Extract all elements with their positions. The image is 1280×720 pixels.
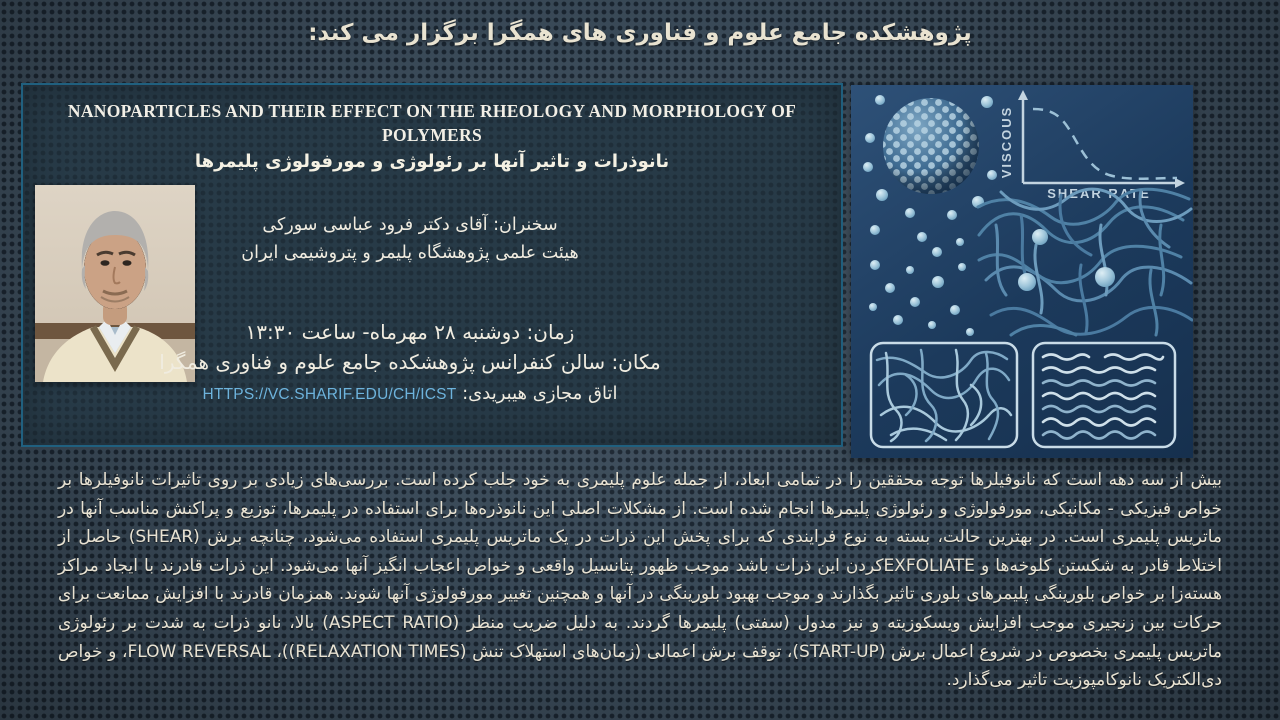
english-title-line2: POLYMERS xyxy=(382,125,482,145)
persian-title: نانوذرات و تاثیر آنها بر رئولوژی و مورفولوژی پلیمرها xyxy=(194,151,670,172)
x-axis-arrow-icon xyxy=(1175,178,1185,188)
viscous-axis-label: VISCOUS xyxy=(999,105,1014,179)
page-title: پژوهشکده جامع علوم و فناوری های همگرا برگزار می کند: xyxy=(308,20,972,46)
speaker-affiliation: هیئت علمی پژوهشگاه پلیمر و پتروشیمی ایران xyxy=(241,243,579,263)
aligned-chains-box xyxy=(1033,343,1175,447)
shear-rate-axis-label: SHEAR RATE xyxy=(1047,186,1151,201)
shear-thinning-curve xyxy=(1033,109,1177,179)
english-title-line1: NANOPARTICLES AND THEIR EFFECT ON THE RHEOLOGY AND MORPHOLOGY OF xyxy=(67,101,797,121)
schedule-block xyxy=(23,317,797,410)
entangled-network-box xyxy=(871,343,1017,447)
y-axis-arrow-icon xyxy=(1018,90,1028,100)
illustration-panel xyxy=(851,85,1193,458)
location-line: مکان: سالن کنفرانس پژوهشکده جامع علوم و فناوری همگرا xyxy=(159,350,661,374)
speaker-block xyxy=(23,211,797,267)
embedded-nanoparticle-icon xyxy=(1095,267,1115,287)
nanoparticle-sphere-icon xyxy=(879,94,979,194)
seminar-titles xyxy=(33,99,831,172)
hybrid-room-url[interactable]: HTTPS://VC.SHARIF.EDU/CH/ICST xyxy=(202,386,457,403)
polymer-network-icon xyxy=(978,189,1192,335)
speaker-name: سخنران: آقای دکتر فرود عباسی سورکی xyxy=(262,215,558,235)
seminar-info-panel xyxy=(21,83,843,447)
abstract-paragraph: بیش از سه دهه است که نانوفیلرها توجه محققین را در تمامی ابعاد، از جمله علوم پلیمری به خود جلب کرده است. بررسی‌های زیادی بر روی تاثیرات نانوفیلرها بر خواص فیزیکی - مکانیکی، مورفولوژی و رئولوژی پلیمرها انجام شده است. از مشکلات اصلی این نانوذره‌ها برای استفاده در پلیمرها، توزیع و پراکنش مناسب آنها در ماتریس پلیمری است. در بهترین حالت، بسته به نوع فرایندی که برای پخش این ذرات در یک ماتریس پلیمری استفاده می‌شود، چنانچه برش (SHEAR) حاصل از اختلاط قادر به شکستن کلوخه‌ها و EXFOLIATEکردن این ذرات باشد موجب ظهور پتانسیل واقعی و خواص اعجاب انگیز آنها می‌شود. این ذرات قادرند با ایجاد مراکز هسته‌زا بر خواص بلورینگی پلیمرهای بلوری تاثیر بگذارند و موجب بهبود بلورینگی در آنها و همچنین تغییر مورفولوژی آنها شوند. همزمان قادرند با افزایش ممانعت برای حرکات بین زنجیری موجب افزایش ویسکوزیته و نیز مدول (سفتی) پلیمرها گردند. به دلیل ضریب منظر (ASPECT RATIO) بالا، نانو ذرات به شدت بر رئولوژی ماتریس پلیمری بخصوص در شروع اعمال برش (START-UP)، توقف برش اعمالی (زمان‌های استهلاک تنش (RELAXATION TIMES))، FLOW REVERSAL، و خواص دی‌الکتریک نانوکامپوزیت تاثیر می‌گذارد. xyxy=(58,470,1223,691)
hybrid-room-label: اتاق مجازی هیبریدی: xyxy=(462,383,618,404)
embedded-nanoparticle-icon xyxy=(1018,273,1036,291)
time-line: زمان: دوشنبه ۲۸ مهرماه- ساعت ۱۳:۳۰ xyxy=(245,320,575,344)
viscosity-shear-chart xyxy=(999,90,1185,201)
hybrid-room-line xyxy=(23,379,797,410)
embedded-nanoparticle-icon xyxy=(1032,229,1048,245)
